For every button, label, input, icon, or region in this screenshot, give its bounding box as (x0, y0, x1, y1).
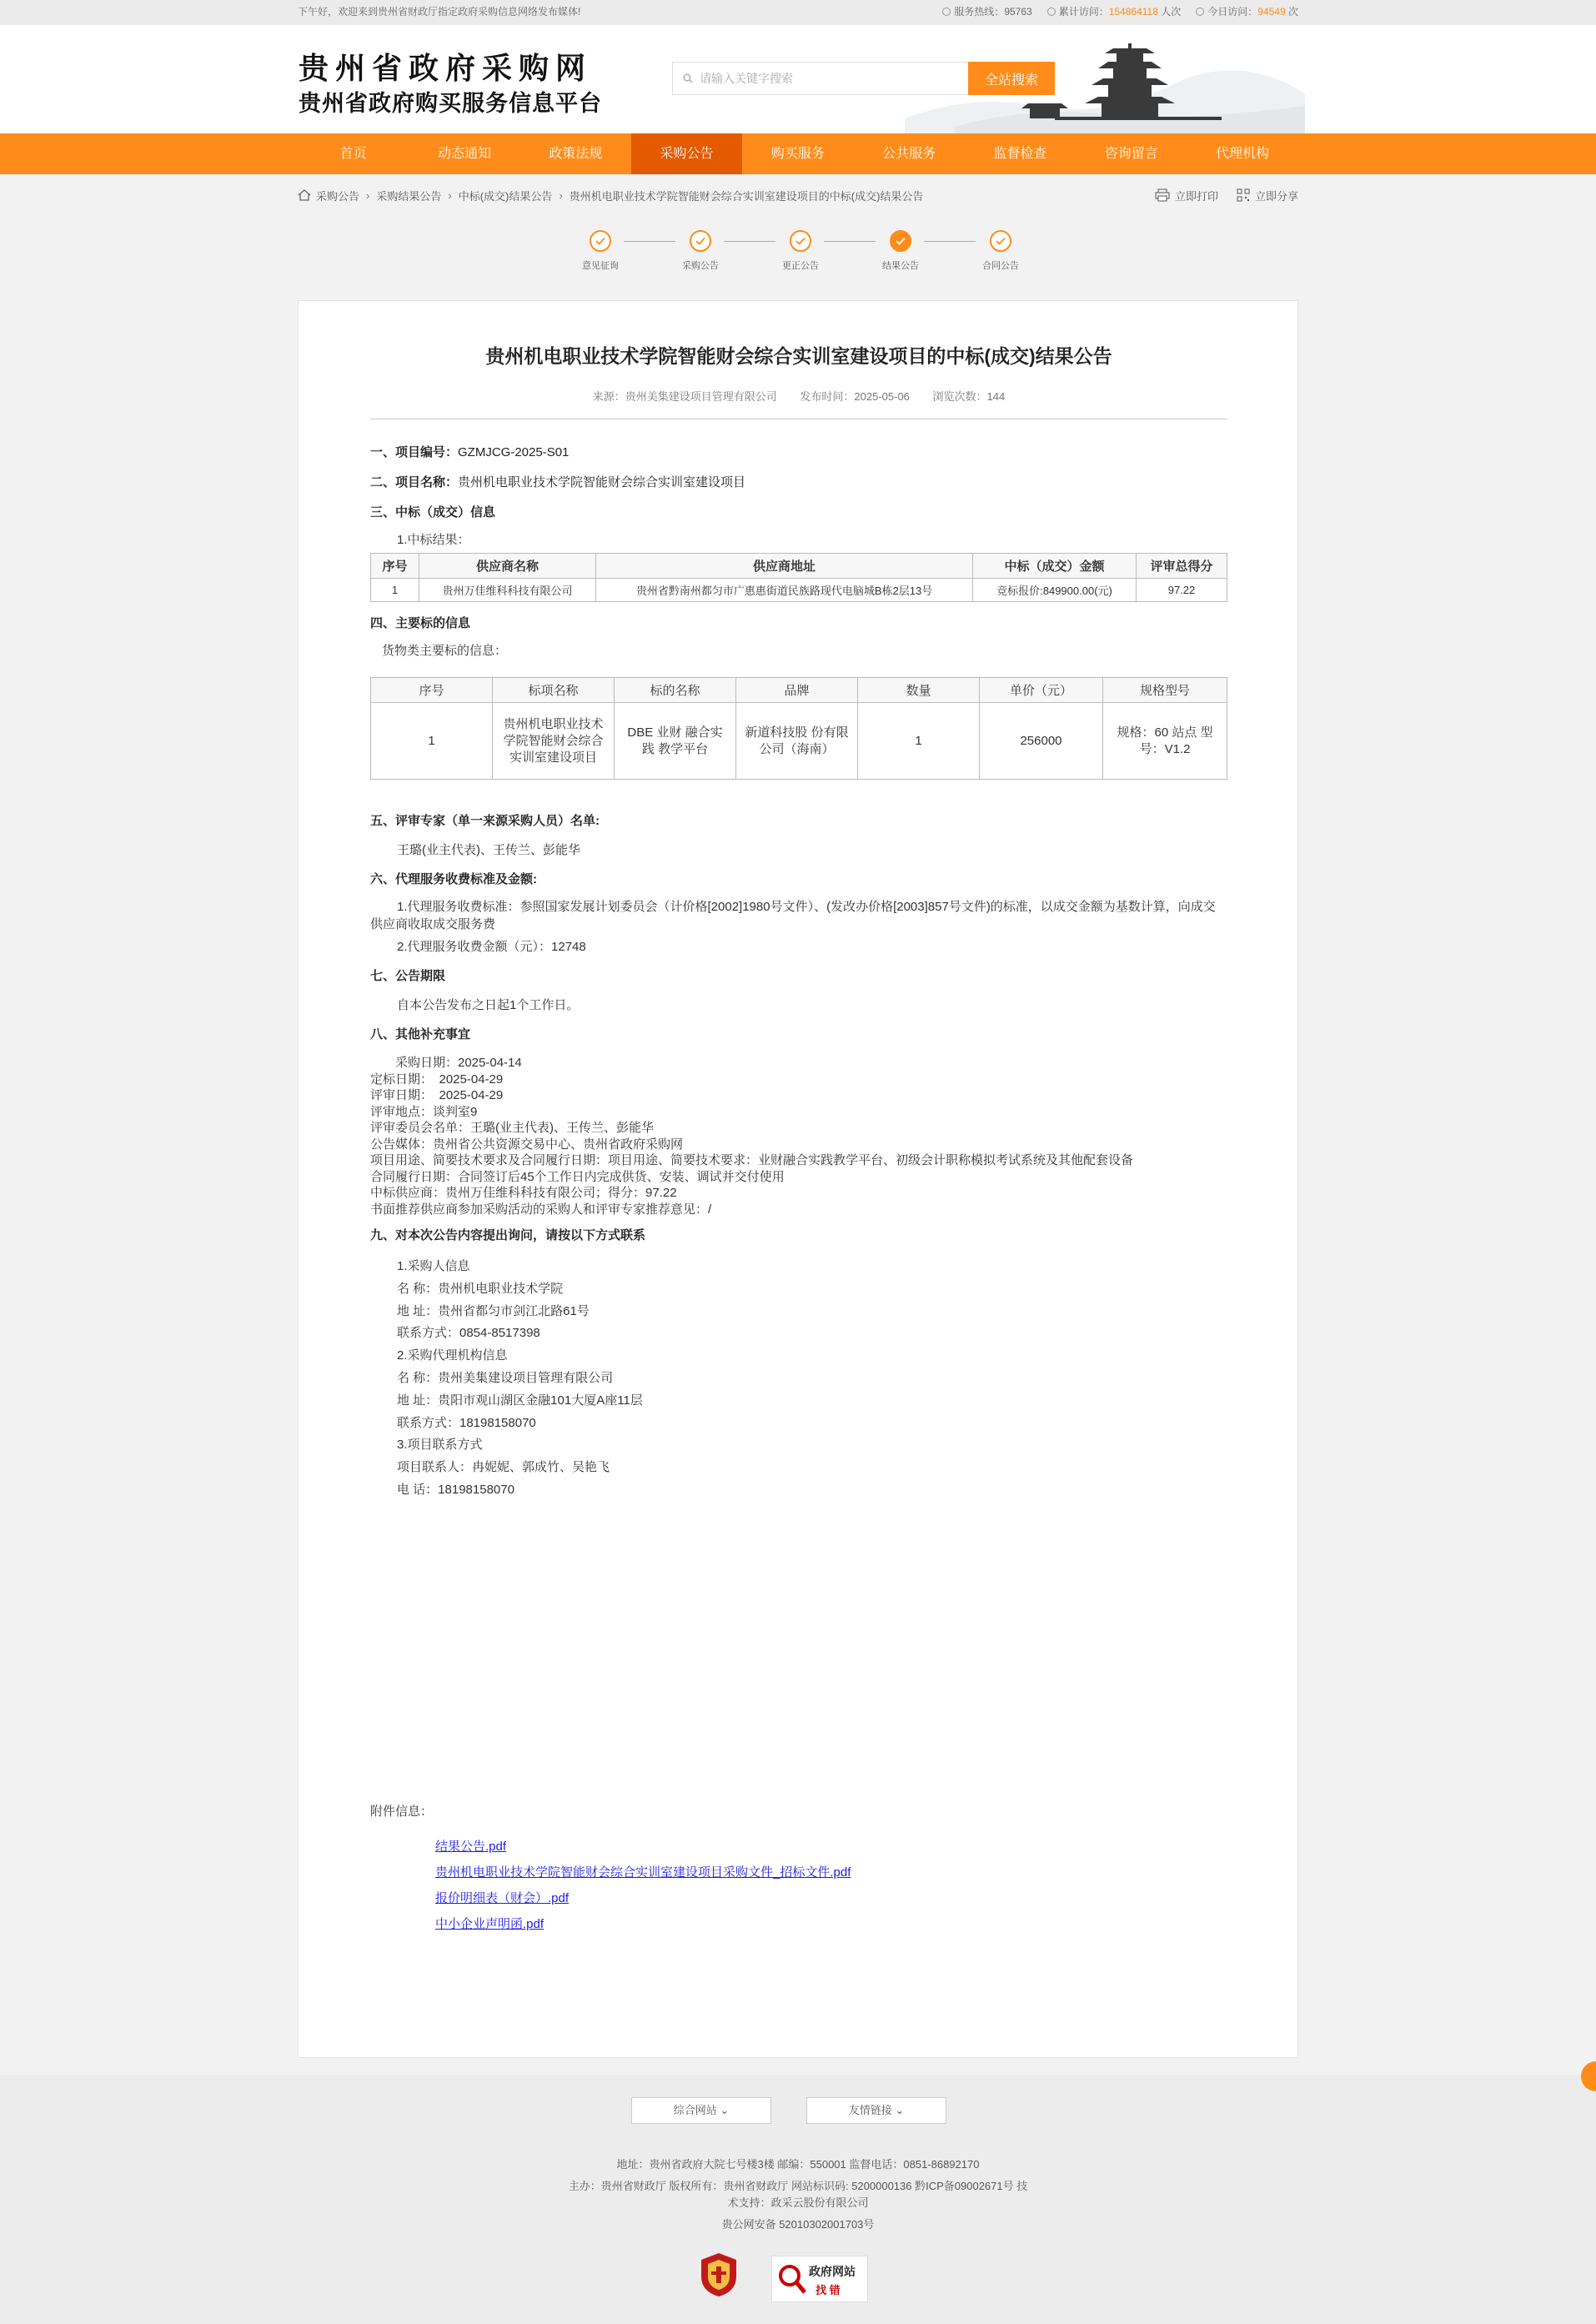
table-cell: 贵州省黔南州都匀市广惠惠街道民族路现代电脑城B栋2层13号 (596, 579, 973, 602)
article-date: 发布时间：2025-05-06 (800, 390, 910, 403)
table-row (371, 579, 1227, 602)
nav-item-supervision[interactable]: 监督检查 (993, 147, 1047, 161)
check-icon (590, 230, 611, 252)
step-consultation[interactable]: 意见征询 (567, 230, 634, 272)
detail-line: 评审地点：谈判室9 (370, 1104, 478, 1119)
section-notice-period: 七、公告期限 (370, 969, 446, 983)
attachment-link[interactable]: 贵州机电职业技术学院智能财会综合实训室建设项目采购文件_招标文件.pdf (435, 1865, 851, 1880)
total-visits: 累计访问：154864118 人次 (1047, 0, 1182, 23)
footer-tech-support: 术支持：政采云股份有限公司 (727, 2196, 869, 2209)
main-nav (0, 133, 1596, 174)
contact-line: 联系方式：18198158070 (397, 1415, 536, 1430)
table-cell: 规格：60 站点 型号：V1.2 (1103, 703, 1227, 780)
step-correction[interactable]: 更正公告 (767, 230, 834, 272)
eye-icon (1047, 8, 1056, 16)
reviewers-text: 王璐(业主代表)、王传兰、彭能华 (397, 843, 580, 857)
share-button[interactable]: 立即分享 (1237, 188, 1298, 203)
contact-line: 名 称：贵州机电职业技术学院 (397, 1281, 564, 1296)
search-icon (683, 73, 693, 83)
breadcrumb-item[interactable]: 采购结果公告 (376, 189, 442, 203)
breadcrumb-item[interactable]: 中标(成交)结果公告 (458, 189, 553, 203)
clock-icon (1196, 8, 1204, 16)
notice-period-text: 自本公告发布之日起1个工作日。 (397, 998, 580, 1012)
agency-fee-amount: 2.代理服务收费金额（元）：12748 (397, 940, 586, 954)
contact-line: 2.采购代理机构信息 (397, 1348, 508, 1363)
chevron-down-icon: ⌄ (720, 2104, 730, 2116)
breadcrumb-separator: › (559, 188, 563, 202)
footer-security-record: 贵公网安备 52010302001703号 (721, 2218, 875, 2231)
supplementary-details (370, 1055, 1227, 1217)
contact-line: 联系方式：0854-8517398 (397, 1326, 540, 1341)
printer-icon (1155, 188, 1170, 202)
detail-line: 评审委员会名单：王璐(业主代表)、王传兰、彭能华 (370, 1121, 654, 1135)
breadcrumb-current: 贵州机电职业技术学院智能财会综合实训室建设项目的中标(成交)结果公告 (569, 189, 924, 203)
footer-address: 地址：贵州省政府大院七号楼3楼 邮编：550001 监督电话：0851-86892170 (616, 2158, 980, 2171)
friend-links-dropdown[interactable]: 友情链接 ⌄ (806, 2097, 946, 2124)
detail-line: 定标日期： 2025-04-29 (370, 1072, 504, 1087)
hotline: 服务热线：95763 (942, 0, 1031, 23)
article-card (298, 300, 1298, 2058)
detail-line: 书面推荐供应商参加采购活动的采购人和评审专家推荐意见：/ (370, 1202, 712, 1217)
article-views: 浏览次数：144 (932, 390, 1006, 403)
contact-line: 项目联系人：冉妮妮、郭成竹、吴艳飞 (397, 1460, 610, 1475)
article-source: 来源：贵州美集建设项目管理有限公司 (592, 390, 777, 403)
attachment-link[interactable]: 报价明细表（财会）.pdf (435, 1891, 570, 1905)
table-cell: 竞标报价:849900.00(元) (973, 579, 1137, 602)
check-icon (690, 230, 711, 252)
table-cell: 1 (371, 703, 493, 780)
table-row (371, 703, 1227, 780)
contact-line: 名 称：贵州美集建设项目管理有限公司 (397, 1370, 614, 1385)
nav-item-agency[interactable]: 代理机构 (1216, 147, 1270, 161)
table-cell: DBE 业财 融合实践 教学平台 (615, 703, 736, 780)
table-header-row (371, 678, 1227, 703)
step-procurement[interactable]: 采购公告 (667, 230, 734, 272)
section-award-info: 三、中标（成交）信息 (370, 505, 496, 520)
contact-line: 3.项目联系方式 (397, 1438, 483, 1453)
check-icon (790, 230, 811, 252)
breadcrumb (298, 174, 1298, 216)
section-supplementary: 八、其他补充事宜 (370, 1027, 471, 1042)
table-header: 评审总得分 (1137, 554, 1227, 579)
contact-line: 地 址：贵阳市观山湖区金融101大厦A座11层 (397, 1393, 643, 1408)
print-button[interactable]: 立即打印 (1155, 188, 1218, 203)
detail-line: 中标供应商：贵州万佳维科科技有限公司；得分：97.22 (370, 1186, 677, 1200)
table-header: 供应商地址 (596, 554, 973, 579)
table-header-row (371, 554, 1227, 579)
contact-line: 1.采购人信息 (397, 1259, 470, 1273)
site-header (0, 25, 1596, 133)
goods-table (370, 677, 1227, 780)
site-logo-title[interactable]: 贵州省政府采购网 (299, 51, 593, 86)
table-header: 品牌 (736, 678, 858, 703)
nav-item-news[interactable]: 动态通知 (437, 147, 491, 161)
breadcrumb-item[interactable]: 采购公告 (316, 189, 360, 203)
detail-line: 合同履行日期：合同签订后45个工作日内完成供货、安装、调试并交付使用 (370, 1169, 785, 1184)
today-visits: 今日访问：94549 次 (1196, 0, 1298, 23)
detail-line: 项目用途、简要技术要求及合同履行日期：项目用途、简要技术要求：业财融合实践教学平台、初级会计职称模拟考试系统及其他配套设备 (370, 1153, 1134, 1167)
detail-line: 采购日期：2025-04-14 (370, 1056, 522, 1070)
detail-line: 评审日期： 2025-04-29 (370, 1088, 504, 1102)
section-reviewers: 五、评审专家（单一来源采购人员）名单: (370, 814, 600, 828)
article-meta (299, 388, 1299, 404)
announcement-progress (567, 230, 1034, 280)
table-header: 数量 (858, 678, 980, 703)
section-project-number: 一、项目编号：GZMJCG-2025-S01 (370, 445, 570, 459)
table-cell: 贵州万佳维科科技有限公司 (419, 579, 596, 602)
top-info-bar (0, 0, 1596, 25)
site-logo-subtitle: 贵州省政府购买服务信息平台 (299, 91, 602, 117)
table-header: 中标（成交）金额 (973, 554, 1137, 579)
agency-fee-standard: 1.代理服务收费标准：参照国家发展计划委员会（计价格[2002]1980号文件）、(发改办价格[2003]857号文件)的标准，以成交金额为基数计算，向成交供应商收取成交服务费 (370, 900, 1216, 931)
contact-line: 地 址：贵州省都匀市剑江北路61号 (397, 1303, 590, 1318)
attachments-label: 附件信息： (370, 1804, 434, 1819)
site-links-dropdown[interactable]: 综合网站 ⌄ (631, 2097, 771, 2124)
nav-item-home[interactable]: 首页 (339, 147, 367, 161)
step-contract[interactable]: 合同公告 (967, 230, 1034, 272)
step-result[interactable]: 结果公告 (867, 230, 934, 272)
section-contact: 九、对本次公告内容提出询问，请按以下方式联系 (370, 1228, 646, 1242)
party-gov-badge-icon[interactable] (700, 2251, 738, 2298)
award-table (370, 553, 1227, 602)
nav-item-purchase-service[interactable]: 购买服务 (770, 147, 825, 161)
table-cell: 256000 (980, 703, 1103, 780)
goods-info-label: 货物类主要标的信息： (382, 644, 508, 658)
check-icon (890, 230, 911, 252)
nav-item-public-service[interactable]: 公共服务 (882, 147, 936, 161)
nav-item-policy[interactable]: 政策法规 (549, 147, 603, 161)
table-cell: 1 (858, 703, 980, 780)
article-body (370, 431, 1227, 1502)
phone-icon (942, 8, 951, 16)
attachment-link[interactable]: 结果公告.pdf (435, 1840, 507, 1854)
contact-details (370, 1256, 1227, 1502)
table-header: 供应商名称 (419, 554, 596, 579)
welcome-text: 下午好，欢迎来到贵州省财政厅指定政府采购信息网络发布媒体! (298, 6, 581, 18)
table-cell: 97.22 (1137, 579, 1227, 602)
table-cell: 1 (371, 579, 419, 602)
pagoda-illustration (905, 27, 1305, 133)
page-actions (1155, 174, 1298, 216)
section-agency-fee: 六、代理服务收费标准及金额: (370, 872, 537, 886)
gov-website-error-report[interactable]: 政府网站 找 错 (771, 2256, 868, 2302)
page-title: 贵州机电职业技术学院智能财会综合实训室建设项目的中标(成交)结果公告 (485, 345, 1112, 367)
table-cell: 新道科技股 份有限公司（海南） (736, 703, 858, 780)
home-icon[interactable] (298, 189, 311, 201)
breadcrumb-separator: › (366, 188, 370, 202)
contact-line: 电 话：18198158070 (397, 1482, 514, 1497)
table-header: 标的名称 (615, 678, 736, 703)
chevron-down-icon: ⌄ (895, 2104, 905, 2116)
award-result-label: 1.中标结果： (397, 533, 470, 547)
qrcode-icon (1237, 188, 1250, 202)
section-main-items: 四、主要标的信息 (370, 616, 471, 630)
breadcrumb-separator: › (448, 188, 452, 202)
table-header: 标项名称 (493, 678, 615, 703)
footer-copyright: 主办：贵州省财政厅 版权所有：贵州省财政厅 网站标识码: 5200000136 黔ICP备09002671号 技 (568, 2180, 1028, 2192)
table-header: 序号 (371, 678, 493, 703)
table-header: 单价（元） (980, 678, 1103, 703)
nav-item-procurement[interactable]: 采购公告 (631, 133, 742, 174)
table-header: 序号 (371, 554, 419, 579)
magnifier-icon (777, 2263, 807, 2296)
attachment-link[interactable]: 中小企业声明函.pdf (435, 1917, 545, 1931)
table-header: 规格型号 (1103, 678, 1227, 703)
detail-line: 公告媒体：贵州省公共资源交易中心、贵州省政府采购网 (370, 1137, 684, 1152)
check-icon (990, 230, 1011, 252)
attachments-list (435, 1834, 851, 1937)
search-button[interactable]: 全站搜索 (968, 62, 1055, 95)
site-stats (942, 0, 1298, 23)
table-cell: 贵州机电职业技术学院智能财会综合实训室建设项目 (493, 703, 615, 780)
section-project-name: 二、项目名称：贵州机电职业技术学院智能财会综合实训室建设项目 (370, 475, 746, 489)
nav-item-consult[interactable]: 咨询留言 (1104, 147, 1158, 161)
